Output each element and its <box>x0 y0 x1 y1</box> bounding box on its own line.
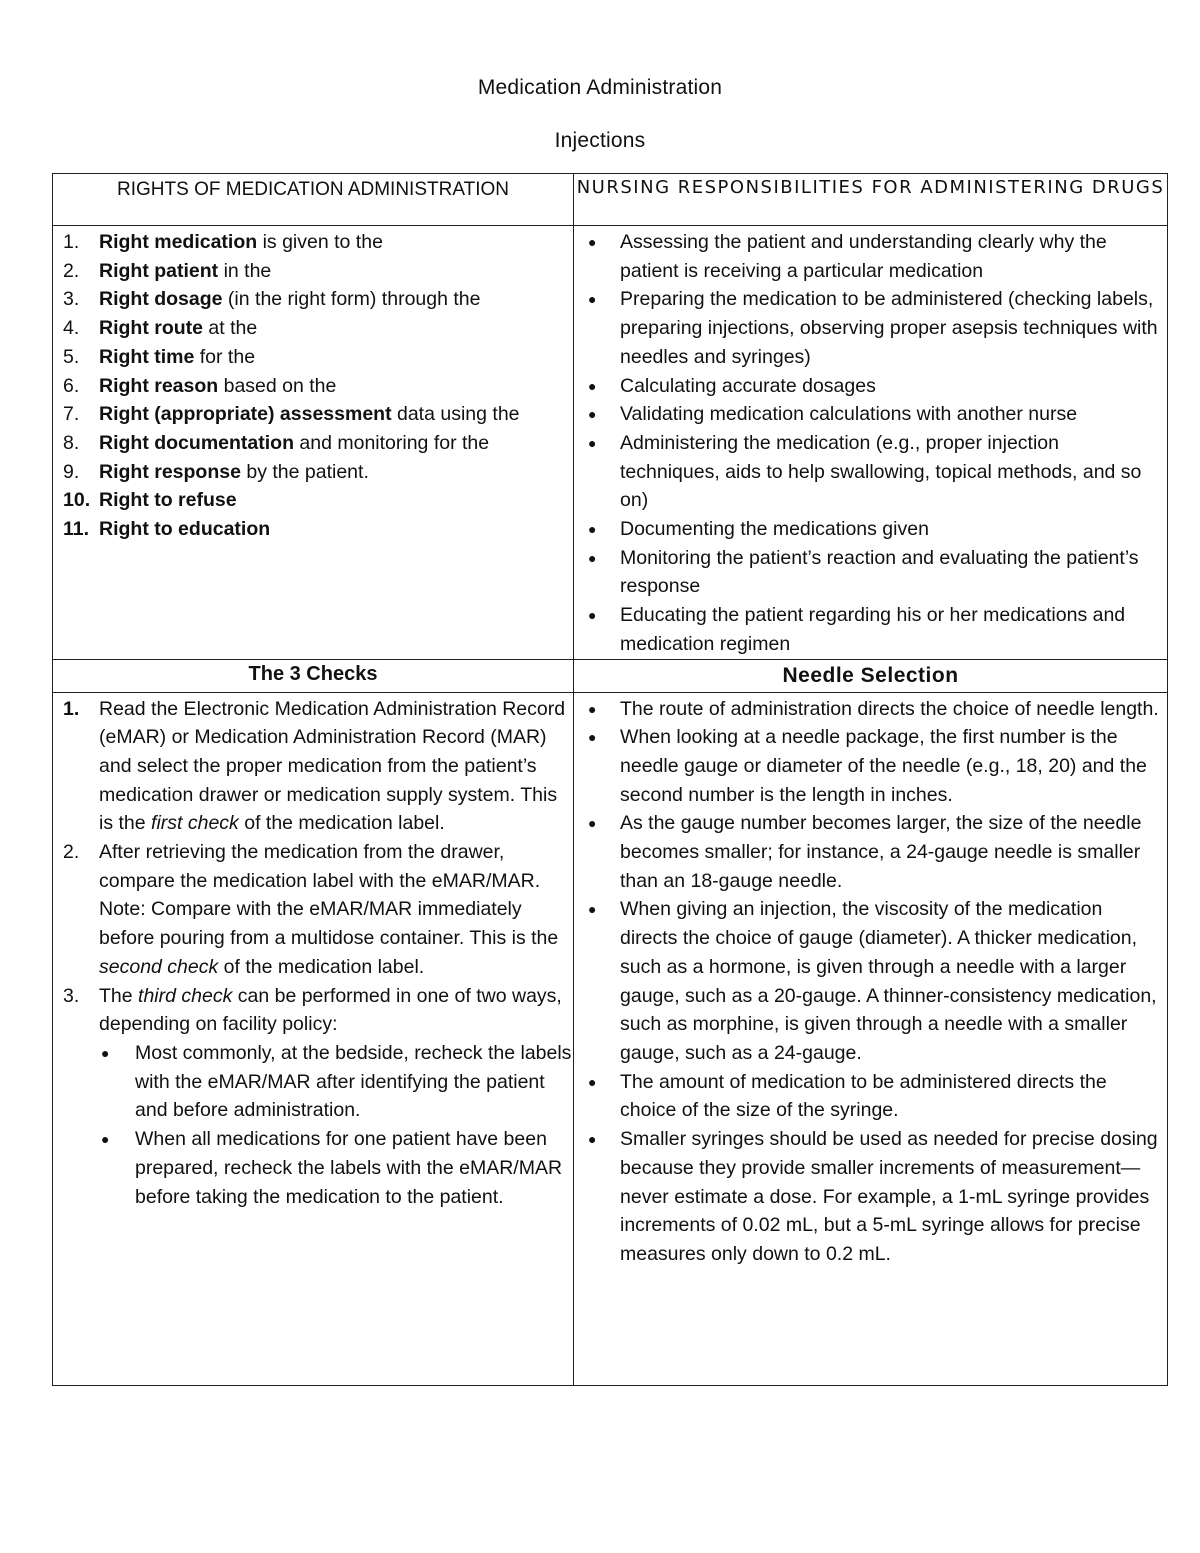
list-item: 9. Right response by the patient. <box>63 460 369 483</box>
third-check-sublist <box>99 1039 573 1211</box>
list-item: ● Assessing the patient and understanding clearly why the patient is receiving a particular medication <box>574 228 1159 285</box>
list-item: 4. Right route at the <box>63 317 258 340</box>
checks-cell <box>53 692 574 1385</box>
list-item: ● When looking at a needle package, the first number is the needle gauge or diameter of the needle (e.g., 18, 20) and the second number is the length in inches. <box>574 723 1159 809</box>
list-item: 7. Right (appropriate) assessment data using the <box>63 403 520 426</box>
bullet-icon: ● <box>588 815 597 832</box>
list-item: 8. Right documentation and monitoring for the <box>63 431 490 454</box>
bullet-icon: ● <box>588 377 597 394</box>
bullet-icon: ● <box>588 901 597 918</box>
list-item: 10. Right to refuse <box>63 489 237 512</box>
list-item: 2. After retrieving the medication from the drawer, compare the medication label with the eMAR/MAR. Note: Compare with the eMAR/MAR immediately before pouring from a multidose container. This is the second check of the medication label. <box>63 841 559 978</box>
list-item: 1. Right medication is given to the <box>63 231 383 253</box>
bullet-icon: ● <box>588 234 597 250</box>
needle-heading: Needle Selection <box>574 659 1168 692</box>
bullet-icon: ● <box>588 729 597 746</box>
bullet-icon: ● <box>101 1131 110 1148</box>
list-item: ● As the gauge number becomes larger, the size of the needle becomes smaller; for instance, a 24-gauge needle is smaller than an 18-gauge needle. <box>574 809 1159 895</box>
list-item: ● Smaller syringes should be used as needed for precise dosing because they provide smaller increments of measurement—never estimate a dose. For example, a 1-mL syringe provides increments of 0.02 mL, but a 5-mL syringe allows for precise measures only down to 0.2 mL. <box>574 1125 1159 1269</box>
list-item: ● Preparing the medication to be administered (checking labels, preparing injections, observing proper asepsis techniques with needles and syringes) <box>574 285 1159 371</box>
list-item: ● Administering the medication (e.g., proper injection techniques, aids to help swallowing, topical methods, and so on) <box>574 429 1159 515</box>
bullet-icon: ● <box>588 607 597 624</box>
checks-heading: The 3 Checks <box>53 659 574 692</box>
list-item: ● Most commonly, at the bedside, recheck the labels with the eMAR/MAR after identifying the patient and before administration. <box>99 1039 573 1125</box>
rights-cell <box>53 226 574 660</box>
content-table <box>52 173 1168 1386</box>
bullet-icon: ● <box>588 521 597 538</box>
list-item: 5. Right time for the <box>63 345 256 368</box>
header-row-1 <box>53 174 1168 226</box>
rights-heading: RIGHTS OF MEDICATION ADMINISTRATION <box>53 174 574 226</box>
content-row-1 <box>53 226 1168 660</box>
responsibilities-list <box>574 228 1159 659</box>
bullet-icon: ● <box>588 1073 597 1090</box>
list-item: 1. Read the Electronic Medication Administration Record (eMAR) or Medication Administration Record (MAR) and select the proper medication from the patient’s medication drawer or medication supply system. This is the first check of the medication label. <box>63 697 566 835</box>
list-item: ● Calculating accurate dosages <box>574 372 1159 401</box>
bullet-icon: ● <box>588 434 597 451</box>
list-item: 2. Right patient in the <box>63 259 272 282</box>
list-item: 3. Right dosage (in the right form) through the <box>63 288 481 311</box>
bullet-icon: ● <box>101 1044 110 1061</box>
header-row-2 <box>53 659 1168 692</box>
list-item: ● When all medications for one patient have been prepared, recheck the labels with the eMAR/MAR before taking the medication to the patient. <box>99 1125 573 1211</box>
bullet-icon: ● <box>588 291 597 308</box>
bullet-icon: ● <box>588 406 597 423</box>
list-item: ● The route of administration directs the choice of needle length. <box>574 695 1159 724</box>
list-item: ● Monitoring the patient’s reaction and evaluating the patient’s response <box>574 544 1159 601</box>
list-item: ● Educating the patient regarding his or her medications and medication regimen <box>574 601 1159 658</box>
list-item: ● Documenting the medications given <box>574 515 1159 544</box>
content-row-2 <box>53 692 1168 1385</box>
list-item: ● When giving an injection, the viscosity of the medication directs the choice of gauge (diameter). A thicker medication, such as a hormone, is given through a needle with a larger gauge, such as a 20-gauge. A thinner-consistency medication, such as morphine, is given through a needle with a smaller gauge, such as a 24-gauge. <box>574 895 1159 1067</box>
list-item: 6. Right reason based on the <box>63 374 337 397</box>
list-item: 11. Right to education <box>63 518 271 541</box>
bullet-icon: ● <box>588 1131 597 1148</box>
responsibilities-cell <box>574 226 1168 660</box>
checks-list <box>53 695 573 1212</box>
needle-list <box>574 695 1159 1269</box>
document-title: Medication Administration <box>477 76 723 99</box>
needle-cell <box>574 692 1168 1385</box>
list-item: ● The amount of medication to be administered directs the choice of the size of the syringe. <box>574 1068 1159 1125</box>
rights-list <box>53 228 573 544</box>
bullet-icon: ● <box>588 549 597 566</box>
list-item: 3. The third check can be performed in one of two ways, depending on facility policy: ● Most commonly, at the bedside, recheck the labels with the eMAR/MAR after identifying the patient and before administration. ● When all medications for one patient have been prepared, recheck the labels with the eMAR/MAR before taking the medication to the patient. <box>53 982 573 1212</box>
bullet-icon: ● <box>588 700 597 717</box>
list-item: ● Validating medication calculations with another nurse <box>574 400 1159 429</box>
responsibilities-heading: NURSING RESPONSIBILITIES FOR ADMINISTERING DRUGS <box>574 174 1168 226</box>
document-subtitle: Injections <box>554 129 646 152</box>
